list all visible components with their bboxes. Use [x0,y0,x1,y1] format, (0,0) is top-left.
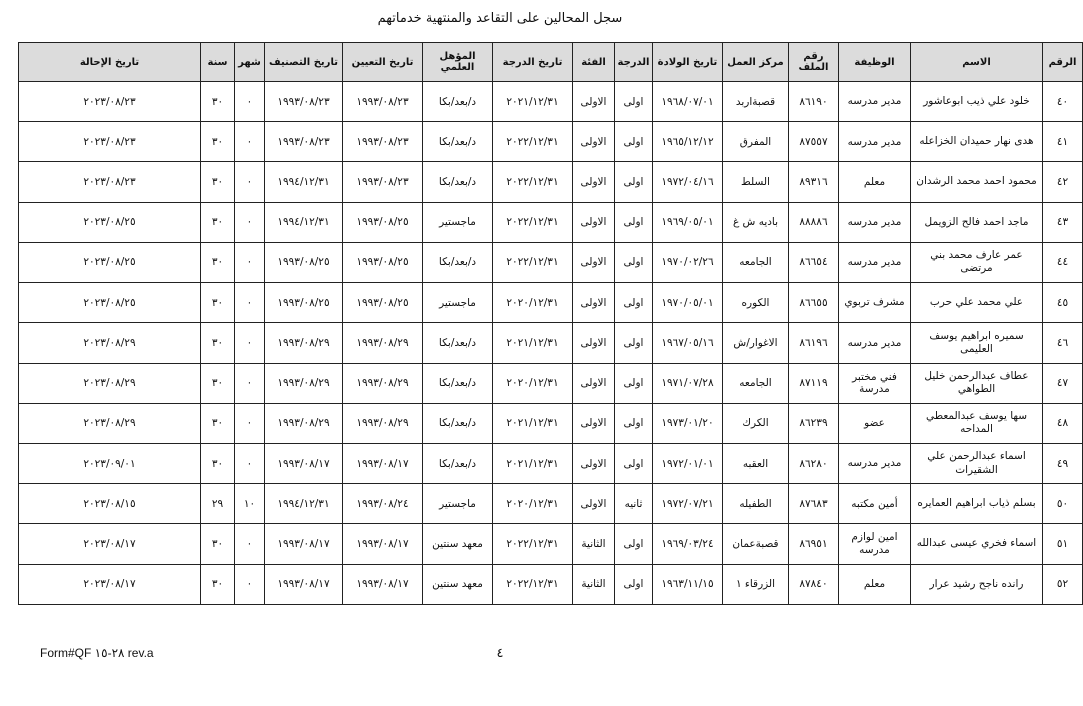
page-title: سجل المحالين على التقاعد والمنتهية خدماتهم [377,11,623,26]
cell-grade-date: ٢٠٢٠/١٢/٣١ [493,484,573,524]
cell-grade-date: ٢٠٢٢/١٢/٣١ [493,242,573,282]
header-number: الرقم [1043,43,1083,82]
cell-qualification: د/بعد/بكا [423,363,493,403]
cell-retirement-date: ٢٠٢٣/٠٨/٢٥ [19,202,201,242]
cell-grade: ثانيه [615,484,653,524]
cell-qualification: د/بعد/بكا [423,323,493,363]
cell-appointment-date: ١٩٩٣/٠٨/١٧ [343,564,423,604]
cell-row-number: ٤٣ [1043,202,1083,242]
cell-birth-date: ١٩٧١/٠٧/٢٨ [653,363,723,403]
cell-qualification: ماجستير [423,202,493,242]
table-row [19,82,1083,122]
cell-years: ٣٠ [201,283,235,323]
cell-job-title: معلم [839,162,911,202]
cell-appointment-date: ١٩٩٣/٠٨/٢٣ [343,82,423,122]
cell-grade: اولى [615,202,653,242]
cell-appointment-date: ١٩٩٣/٠٨/٢٩ [343,403,423,443]
cell-work-center: الجامعه [723,242,789,282]
cell-classification-date: ١٩٩٣/٠٨/٢٣ [265,122,343,162]
cell-row-number: ٤٩ [1043,443,1083,483]
cell-classification-date: ١٩٩٤/١٢/٣١ [265,202,343,242]
cell-grade: اولى [615,122,653,162]
cell-work-center: الطفيله [723,484,789,524]
cell-work-center: قصبةعمان [723,524,789,564]
cell-months: ٠ [235,242,265,282]
cell-grade: اولى [615,524,653,564]
cell-row-number: ٤٢ [1043,162,1083,202]
cell-grade: اولى [615,363,653,403]
cell-employee-name: محمود احمد محمد الرشدان [911,162,1043,202]
cell-category: الاولى [573,443,615,483]
cell-years: ٣٠ [201,524,235,564]
cell-grade-date: ٢٠٢٢/١٢/٣١ [493,564,573,604]
table-row [19,484,1083,524]
cell-file-number: ٨٧٨٤٠ [789,564,839,604]
cell-employee-name: سها يوسف عبدالمعطي المداحه [911,403,1043,443]
cell-file-number: ٨٦٢٨٠ [789,443,839,483]
cell-retirement-date: ٢٠٢٣/٠٨/٢٩ [19,403,201,443]
cell-months: ٠ [235,443,265,483]
cell-category: الاولى [573,242,615,282]
cell-retirement-date: ٢٠٢٣/٠٨/١٧ [19,524,201,564]
cell-qualification: معهد سنتين [423,564,493,604]
cell-grade-date: ٢٠٢٠/١٢/٣١ [493,283,573,323]
header-retirement-date: تاريخ الإحالة [19,43,201,82]
cell-months: ٠ [235,403,265,443]
cell-employee-name: هدى نهار حميدان الخزاعله [911,122,1043,162]
cell-classification-date: ١٩٩٣/٠٨/٢٩ [265,363,343,403]
cell-employee-name: ماجد احمد فالح الزويمل [911,202,1043,242]
cell-job-title: أمين مكتبه [839,484,911,524]
cell-appointment-date: ١٩٩٣/٠٨/٢٣ [343,162,423,202]
cell-category: الاولى [573,122,615,162]
cell-years: ٢٩ [201,484,235,524]
cell-employee-name: اسماء فخري عيسى عبدالله [911,524,1043,564]
cell-row-number: ٤٥ [1043,283,1083,323]
cell-job-title: امين لوازم مدرسه [839,524,911,564]
header-birth-date: تاريخ الولادة [653,43,723,82]
cell-work-center: الاغوار/ش [723,323,789,363]
cell-grade-date: ٢٠٢٠/١٢/٣١ [493,363,573,403]
cell-appointment-date: ١٩٩٣/٠٨/٢٥ [343,202,423,242]
cell-retirement-date: ٢٠٢٣/٠٨/٢٥ [19,283,201,323]
cell-birth-date: ١٩٧٢/٠٧/٢١ [653,484,723,524]
cell-row-number: ٥٠ [1043,484,1083,524]
cell-grade-date: ٢٠٢٢/١٢/٣١ [493,202,573,242]
cell-grade: اولى [615,323,653,363]
cell-months: ٠ [235,283,265,323]
cell-classification-date: ١٩٩٣/٠٨/١٧ [265,524,343,564]
cell-work-center: الكوره [723,283,789,323]
cell-job-title: مدير مدرسه [839,323,911,363]
cell-row-number: ٥٢ [1043,564,1083,604]
cell-birth-date: ١٩٧٢/٠١/٠١ [653,443,723,483]
cell-file-number: ٨٧٦٨٣ [789,484,839,524]
table-row [19,564,1083,604]
cell-years: ٣٠ [201,162,235,202]
cell-retirement-date: ٢٠٢٣/٠٩/٠١ [19,443,201,483]
cell-work-center: السلط [723,162,789,202]
cell-file-number: ٨٦١٩٠ [789,82,839,122]
cell-job-title: معلم [839,564,911,604]
cell-row-number: ٤١ [1043,122,1083,162]
cell-work-center: قصبةاربد [723,82,789,122]
cell-qualification: معهد سنتين [423,524,493,564]
table-row [19,403,1083,443]
cell-classification-date: ١٩٩٣/٠٨/٢٩ [265,323,343,363]
cell-appointment-date: ١٩٩٣/٠٨/٢٥ [343,283,423,323]
cell-months: ١٠ [235,484,265,524]
header-month: شهر [235,43,265,82]
table-row [19,363,1083,403]
cell-work-center: باديه ش غ [723,202,789,242]
cell-grade: اولى [615,403,653,443]
cell-appointment-date: ١٩٩٣/٠٨/١٧ [343,524,423,564]
cell-years: ٣٠ [201,242,235,282]
cell-grade: اولى [615,443,653,483]
cell-classification-date: ١٩٩٣/٠٨/١٧ [265,564,343,604]
cell-birth-date: ١٩٦٥/١٢/١٢ [653,122,723,162]
cell-job-title: مدير مدرسه [839,122,911,162]
cell-grade: اولى [615,564,653,604]
cell-birth-date: ١٩٦٣/١١/١٥ [653,564,723,604]
cell-years: ٣٠ [201,82,235,122]
table-row [19,283,1083,323]
cell-employee-name: علي محمد علي حرب [911,283,1043,323]
header-name: الاسم [911,43,1043,82]
cell-birth-date: ١٩٦٧/٠٥/١٦ [653,323,723,363]
cell-qualification: ماجستير [423,283,493,323]
table-row [19,162,1083,202]
cell-work-center: الزرقاء ١ [723,564,789,604]
cell-grade: اولى [615,82,653,122]
cell-category: الثانية [573,524,615,564]
cell-file-number: ٨٦١٩٦ [789,323,839,363]
cell-grade: اولى [615,162,653,202]
header-file-number: رقم الملف [789,43,839,82]
cell-job-title: مدير مدرسه [839,82,911,122]
cell-grade-date: ٢٠٢٢/١٢/٣١ [493,162,573,202]
table-row [19,242,1083,282]
cell-birth-date: ١٩٦٨/٠٧/٠١ [653,82,723,122]
cell-employee-name: عطاف عبدالرحمن خليل الطواهي [911,363,1043,403]
cell-retirement-date: ٢٠٢٣/٠٨/٢٣ [19,122,201,162]
cell-file-number: ٨٦٩٥١ [789,524,839,564]
cell-grade-date: ٢٠٢١/١٢/٣١ [493,443,573,483]
table-row [19,122,1083,162]
table-body [19,82,1083,605]
cell-category: الاولى [573,403,615,443]
cell-work-center: العقبه [723,443,789,483]
cell-years: ٣٠ [201,202,235,242]
cell-file-number: ٨٩٣١٦ [789,162,839,202]
cell-category: الاولى [573,484,615,524]
header-year: سنة [201,43,235,82]
cell-qualification: د/بعد/بكا [423,162,493,202]
cell-appointment-date: ١٩٩٣/٠٨/٢٩ [343,323,423,363]
page-number: ٤ [496,646,504,661]
header-category: الفئة [573,43,615,82]
cell-job-title: مشرف تربوي [839,283,911,323]
cell-category: الاولى [573,323,615,363]
cell-file-number: ٨٦٦٥٤ [789,242,839,282]
header-grade-date: تاريخ الدرجة [493,43,573,82]
cell-qualification: د/بعد/بكا [423,122,493,162]
cell-months: ٠ [235,524,265,564]
cell-row-number: ٤٦ [1043,323,1083,363]
cell-months: ٠ [235,82,265,122]
cell-months: ٠ [235,202,265,242]
cell-grade-date: ٢٠٢١/١٢/٣١ [493,403,573,443]
cell-category: الاولى [573,283,615,323]
cell-classification-date: ١٩٩٣/٠٨/٢٥ [265,283,343,323]
cell-months: ٠ [235,122,265,162]
cell-file-number: ٨٦٦٥٥ [789,283,839,323]
cell-retirement-date: ٢٠٢٣/٠٨/٢٣ [19,162,201,202]
table-row [19,323,1083,363]
cell-grade-date: ٢٠٢١/١٢/٣١ [493,323,573,363]
cell-grade-date: ٢٠٢٢/١٢/٣١ [493,524,573,564]
cell-qualification: د/بعد/بكا [423,242,493,282]
cell-birth-date: ١٩٧٢/٠٤/١٦ [653,162,723,202]
cell-employee-name: عمر عارف محمد بني مرتضى [911,242,1043,282]
cell-employee-name: خلود علي ذيب ابوعاشور [911,82,1043,122]
cell-appointment-date: ١٩٩٣/٠٨/٢٤ [343,484,423,524]
cell-qualification: د/بعد/بكا [423,82,493,122]
cell-category: الاولى [573,363,615,403]
cell-row-number: ٤٤ [1043,242,1083,282]
cell-years: ٣٠ [201,403,235,443]
cell-employee-name: بسلم ذياب ابراهيم العمايره [911,484,1043,524]
header-qualification: المؤهل العلمي [423,43,493,82]
cell-job-title: مدير مدرسه [839,443,911,483]
retirement-register-table [18,42,1083,605]
form-code: Form#QF ٢٨-١٥ rev.a [40,646,154,660]
cell-row-number: ٤٨ [1043,403,1083,443]
cell-retirement-date: ٢٠٢٣/٠٨/١٧ [19,564,201,604]
cell-appointment-date: ١٩٩٣/٠٨/٢٩ [343,363,423,403]
cell-retirement-date: ٢٠٢٣/٠٨/٢٩ [19,323,201,363]
cell-years: ٣٠ [201,363,235,403]
cell-job-title: مدير مدرسه [839,202,911,242]
cell-classification-date: ١٩٩٣/٠٨/٢٥ [265,242,343,282]
cell-work-center: الجامعه [723,363,789,403]
cell-classification-date: ١٩٩٤/١٢/٣١ [265,484,343,524]
cell-file-number: ٨٦٢٣٩ [789,403,839,443]
cell-years: ٣٠ [201,564,235,604]
cell-file-number: ٨٧٥٥٧ [789,122,839,162]
cell-birth-date: ١٩٧٠/٠٢/٢٦ [653,242,723,282]
cell-category: الاولى [573,162,615,202]
table-row [19,443,1083,483]
cell-grade-date: ٢٠٢٢/١٢/٣١ [493,122,573,162]
cell-months: ٠ [235,363,265,403]
table-row [19,202,1083,242]
cell-employee-name: اسماء عبدالرحمن علي الشقيرات [911,443,1043,483]
cell-employee-name: رانده ناجح رشيد عرار [911,564,1043,604]
cell-birth-date: ١٩٧٠/٠٥/٠١ [653,283,723,323]
header-grade: الدرجة [615,43,653,82]
cell-retirement-date: ٢٠٢٣/٠٨/٢٣ [19,82,201,122]
cell-years: ٣٠ [201,323,235,363]
cell-appointment-date: ١٩٩٣/٠٨/٢٥ [343,242,423,282]
cell-classification-date: ١٩٩٣/٠٨/٢٣ [265,82,343,122]
cell-grade: اولى [615,242,653,282]
cell-file-number: ٨٨٨٨٦ [789,202,839,242]
cell-months: ٠ [235,564,265,604]
cell-birth-date: ١٩٦٩/٠٣/٢٤ [653,524,723,564]
cell-grade-date: ٢٠٢١/١٢/٣١ [493,82,573,122]
cell-months: ٠ [235,162,265,202]
cell-years: ٣٠ [201,443,235,483]
table-row [19,524,1083,564]
cell-birth-date: ١٩٧٣/٠١/٢٠ [653,403,723,443]
cell-appointment-date: ١٩٩٣/٠٨/٢٣ [343,122,423,162]
cell-classification-date: ١٩٩٣/٠٨/٢٩ [265,403,343,443]
cell-category: الثانية [573,564,615,604]
cell-grade: اولى [615,283,653,323]
cell-retirement-date: ٢٠٢٣/٠٨/١٥ [19,484,201,524]
cell-work-center: الكرك [723,403,789,443]
cell-job-title: مدير مدرسه [839,242,911,282]
cell-years: ٣٠ [201,122,235,162]
cell-job-title: فني مختبر مدرسة [839,363,911,403]
header-classification-date: تاريخ التصنيف [265,43,343,82]
cell-appointment-date: ١٩٩٣/٠٨/١٧ [343,443,423,483]
table-header-row [19,43,1083,82]
cell-row-number: ٥١ [1043,524,1083,564]
cell-row-number: ٤٧ [1043,363,1083,403]
cell-months: ٠ [235,323,265,363]
cell-classification-date: ١٩٩٣/٠٨/١٧ [265,443,343,483]
cell-file-number: ٨٧١١٩ [789,363,839,403]
cell-category: الاولى [573,202,615,242]
cell-qualification: د/بعد/بكا [423,443,493,483]
header-job: الوظيفة [839,43,911,82]
cell-job-title: عضو [839,403,911,443]
cell-birth-date: ١٩٦٩/٠٥/٠١ [653,202,723,242]
cell-row-number: ٤٠ [1043,82,1083,122]
cell-category: الاولى [573,82,615,122]
cell-classification-date: ١٩٩٤/١٢/٣١ [265,162,343,202]
header-work-center: مركز العمل [723,43,789,82]
cell-retirement-date: ٢٠٢٣/٠٨/٢٥ [19,242,201,282]
cell-retirement-date: ٢٠٢٣/٠٨/٢٩ [19,363,201,403]
cell-qualification: د/بعد/بكا [423,403,493,443]
cell-work-center: المفرق [723,122,789,162]
cell-employee-name: سميره ابراهيم يوسف العليمى [911,323,1043,363]
header-appointment-date: تاريخ التعيين [343,43,423,82]
cell-qualification: ماجستير [423,484,493,524]
